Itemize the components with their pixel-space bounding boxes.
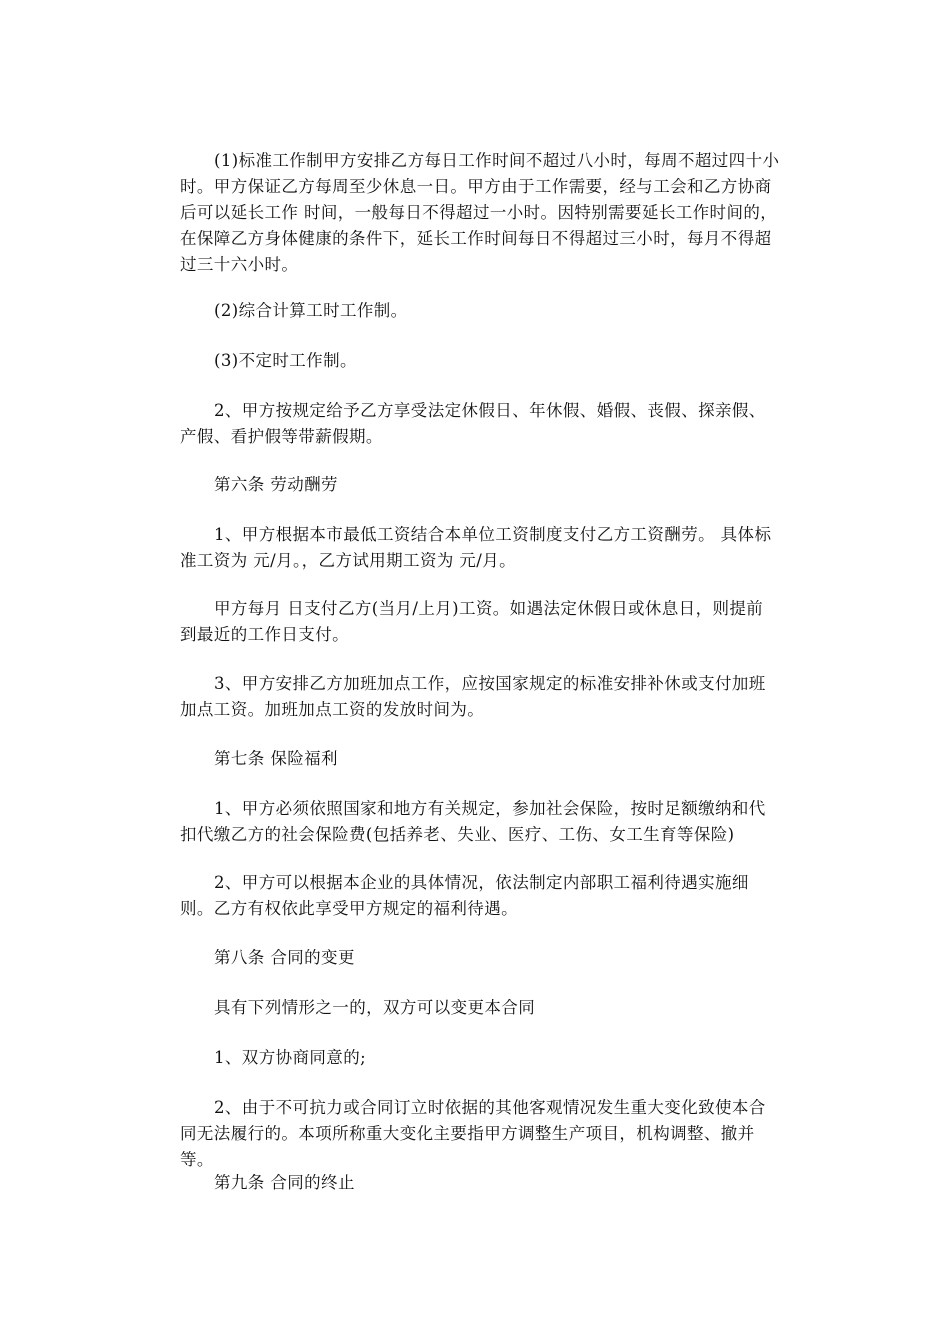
- paragraph-force-majeure: 2、由于不可抗力或合同订立时依据的其他客观情况发生重大变化致使本合同无法履行的。本项所称重大变化主要指甲方调整生产项目，机构调整、撤并等。: [180, 1098, 766, 1169]
- paragraph-standard-working-hours: (1)标准工作制甲方安排乙方每日工作时间不超过八小时，每周不超过四十小时。甲方保证乙方每周至少休息一日。甲方由于工作需要，经与工会和乙方协商后可以延长工作 时间，一般每日不得超过一小时。因特别需要延长工作时间的，在保障乙方身体健康的条件下，延长工作时间每日不得超过三小时，每月不得超过三十六小时。: [180, 151, 780, 274]
- paragraph-welfare: 2、甲方可以根据本企业的具体情况，依法制定内部职工福利待遇实施细则。乙方有权依此享受甲方规定的福利待遇。: [180, 873, 749, 918]
- paragraph-paid-leave: 2、甲方按规定给予乙方享受法定休假日、年休假、婚假、丧假、探亲假、产假、看护假等带薪假期。: [180, 401, 766, 446]
- section-heading-article-6: 第六条 劳动酬劳: [214, 475, 338, 494]
- section-heading-article-8: 第八条 合同的变更: [214, 948, 355, 967]
- paragraph-wage-standard: 1、甲方根据本市最低工资结合本单位工资制度支付乙方工资酬劳。 具体标准工资为 元/月。，乙方试用期工资为 元/月。: [180, 525, 772, 570]
- paragraph-change-conditions: 具有下列情形之一的，双方可以变更本合同: [214, 998, 536, 1017]
- paragraph-overtime-pay: 3、甲方安排乙方加班加点工作，应按国家规定的标准安排补休或支付加班加点工资。加班加点工资的发放时间为。: [180, 674, 766, 719]
- paragraph-social-insurance: 1、甲方必须依照国家和地方有关规定，参加社会保险，按时足额缴纳和代扣代缴乙方的社会保险费(包括养老、失业、医疗、工伤、女工生育等保险): [180, 799, 766, 844]
- paragraph-payday: 甲方每月 日支付乙方(当月/上月)工资。如遇法定休假日或休息日，则提前到最近的工作日支付。: [180, 599, 764, 644]
- section-heading-article-9: 第九条 合同的终止: [214, 1173, 355, 1192]
- paragraph-mutual-agreement: 1、双方协商同意的;: [214, 1048, 367, 1067]
- section-heading-article-7: 第七条 保险福利: [214, 749, 338, 768]
- paragraph-flexible-hours: (3)不定时工作制。: [214, 351, 357, 370]
- paragraph-comprehensive-hours: (2)综合计算工时工作制。: [214, 301, 408, 320]
